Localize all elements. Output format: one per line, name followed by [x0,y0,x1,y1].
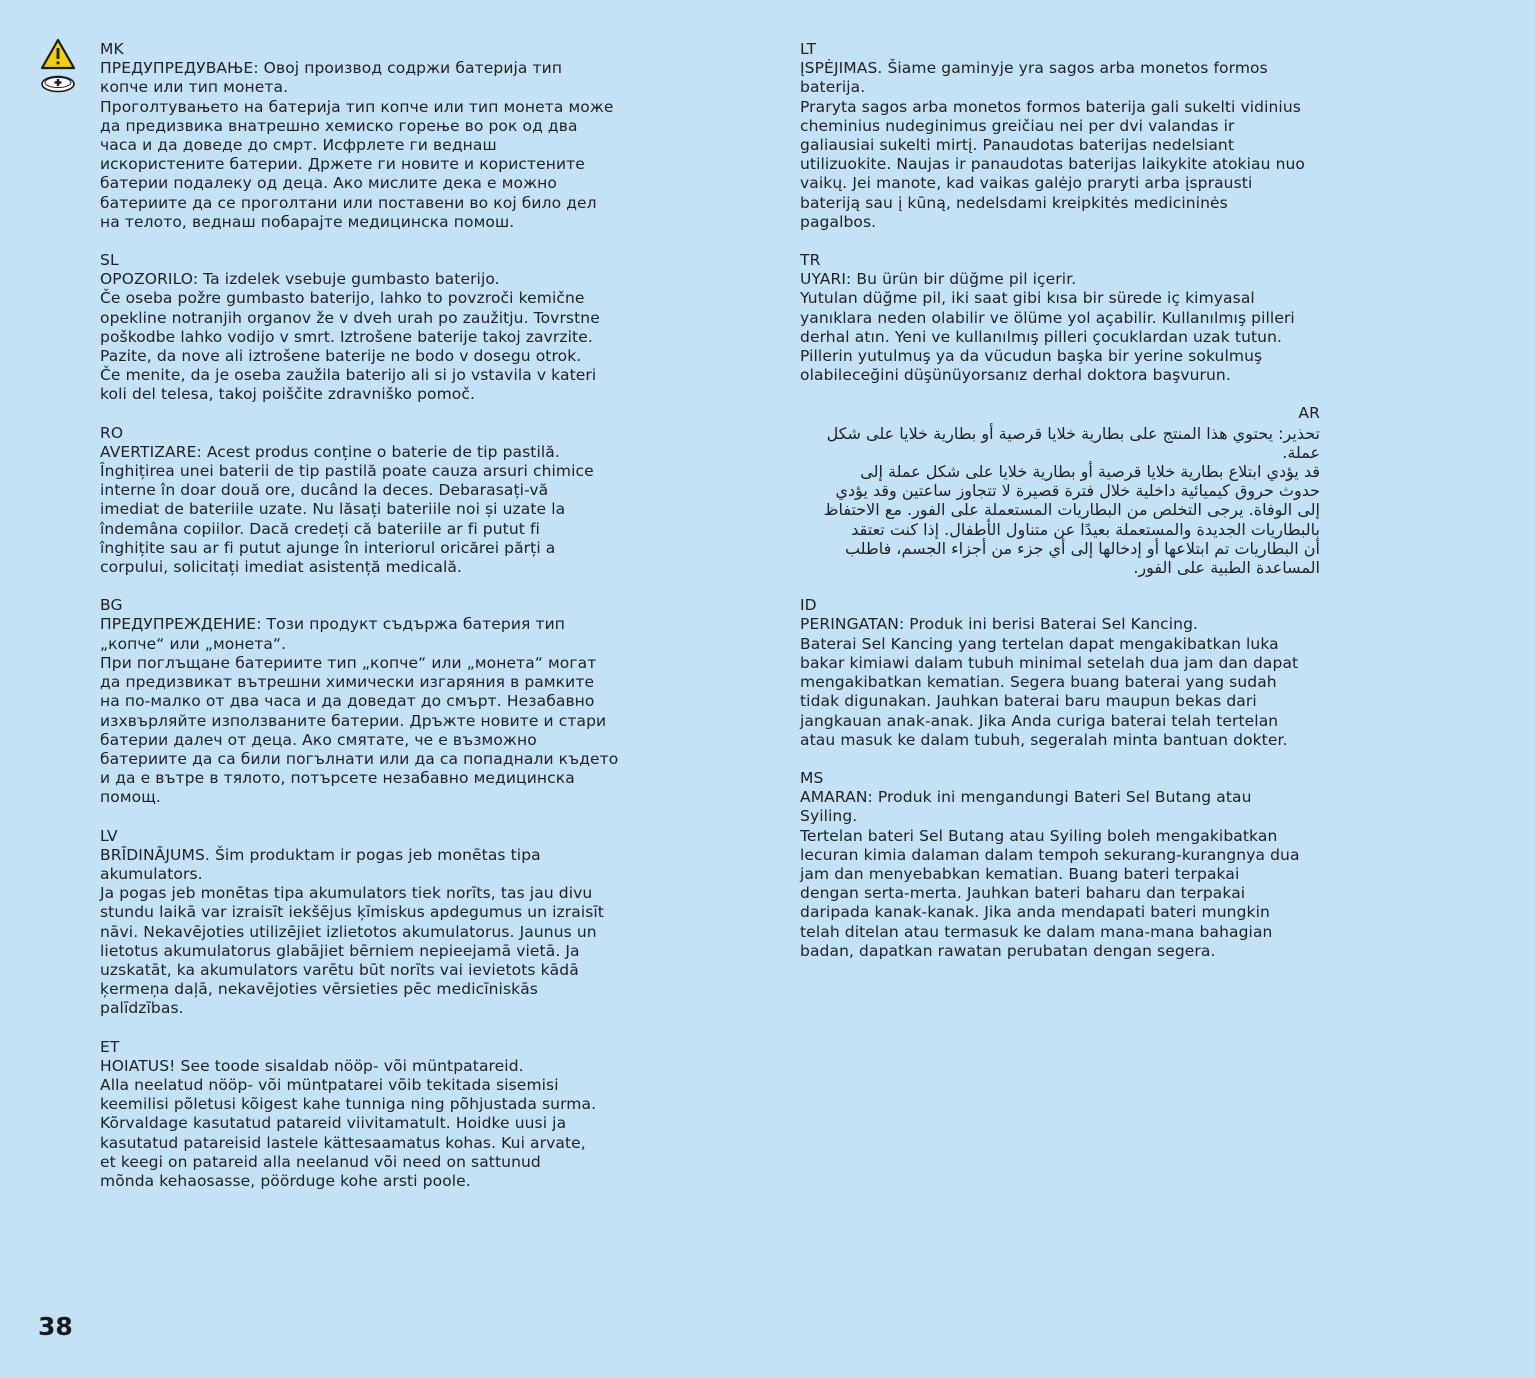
warning-text-line: „копче“ или „монета“. [100,634,287,653]
warning-text-line: cheminius nudeginimus greičiau nei per dvi valandas ir [800,116,1235,135]
warning-text-line: yanıklara neden olabilir ve ölüme yol açabilir. Kullanılmış pilleri [800,308,1295,327]
warning-text-line: Če oseba požre gumbasto baterijo, lahko to povzroči kemične [100,289,585,308]
warning-text-line: Yutulan düğme pil, iki saat gibi kısa bir sürede iç kimyasal [800,289,1255,308]
warning-text-line: HOIATUS! See toode sisaldab nööp- või müntpatareid. [100,1056,524,1075]
warning-section-sl [100,251,620,405]
warning-text-line: baterija. [800,78,866,97]
warning-text-line: При поглъщане батериите тип „копче“ или „монета“ могат [100,653,597,672]
warning-text-line: Tertelan bateri Sel Butang atau Syiling boleh mengakibatkan [800,826,1278,845]
warning-text-line: bateriją sau į kūną, nedelsdami kreipkitės medicininės [800,193,1228,212]
right-column [800,40,1320,980]
warning-text-line: kasutatud patareisid lastele kättesaamatus kohas. Kui arvate, [100,1133,586,1152]
warning-text-line: palīdzības. [100,999,184,1018]
warning-text-line: badan, dapatkan rawatan perubatan dengan segera. [800,941,1216,960]
warning-text-line: BRĪDINĀJUMS. Šim produktam ir pogas jeb monētas tipa [100,845,541,864]
warning-text-line: et keegi on patareid alla neelanud või need on sattunud [100,1152,541,1171]
warning-text-line: mõnda kehaosasse, pöörduge kohe arsti poole. [100,1171,471,1190]
warning-text-line: jangkauan anak-anak. Jika Anda curiga baterai telah tertelan [800,711,1279,730]
warning-text-line: interne în doar două ore, ducând la deces. Debarasați-vă [100,481,549,500]
language-code: LV [100,826,118,845]
warning-text-line: батерии далеч от деца. Ако смятате, че е възможно [100,730,537,749]
warning-text-line: ĮSPĖJIMAS. Šiame gaminyje yra sagos arba monetos formos [800,59,1268,78]
warning-text-line: lietotus akumulatorus glabājiet bērniem nepieejamā vietā. Ja [100,941,580,960]
warning-text-line: Ja pogas jeb monētas tipa akumulators tiek norīts, tas jau divu [100,884,593,903]
warning-text-line: Syiling. [800,807,858,826]
language-code: RO [100,423,124,442]
warning-text-line: батериите да се проголтани или поставени во кој било дел [100,193,597,212]
warning-text-line: Kõrvaldage kasutatud patareid viivitamatult. Hoidke uusi ja [100,1114,567,1133]
language-code: TR [800,251,821,270]
warning-text-line: إلى الوفاة. يرجى التخلص من البطاريات المستعملة على الفور. مع الاحتفاظ [823,500,1320,520]
warning-text-line: قد يؤدي ابتلاع بطارية خلايا قرصية أو بطارية خلايا على شكل عملة إلى [860,462,1320,482]
warning-text-line: îndemâna copiilor. Dacă credeți că bateriile ar fi putut fi [100,519,540,538]
warning-text-line: opekline notranjih organov že v dveh urah po zaužitju. Tovrstne [100,308,600,327]
warning-text-line: изхвърляйте използваните батерии. Дръжте новите и стари [100,711,607,730]
warning-text-line: بالبطاريات الجديدة والمستعملة بعيدًا عن متناول الأطفال. إذا كنت تعتقد [851,519,1320,539]
warning-text-line: Praryta sagos arba monetos formos baterija gali sukelti vidinius [800,97,1301,116]
warning-text-line: daripada kanak-kanak. Jika anda mendapati bateri mungkin [800,903,1270,922]
warning-section-ar [800,404,1320,577]
warning-section-ms [800,769,1320,961]
icon-stack [40,38,78,94]
warning-text-line: батерии подалеку од деца. Ако мислите дека е можно [100,174,557,193]
language-code: LT [800,40,817,58]
warning-text-line: derhal atın. Yeni ve kullanılmış pilleri çocuklardan uzak tutun. [800,327,1283,346]
warning-text-line: galiausiai sukelti mirtį. Panaudotas baterijas nedelsiant [800,136,1235,155]
warning-text-line: да предизвика внатрешно хемиско горење во рок од два [100,116,578,135]
warning-text-line: vaikų. Jei manote, kad vaikas galėjo praryti arba įsprausti [800,174,1253,193]
warning-text-line: المساعدة الطبية على الفور. [1133,558,1320,578]
warning-text-line: AVERTIZARE: Acest produs conține o baterie de tip pastilă. [100,442,560,461]
language-code: MS [800,768,824,787]
warning-text-line: تحذير: يحتوي هذا المنتج على بطارية خلايا قرصية أو بطارية خلايا على شكل [826,423,1320,443]
warning-text-line: pagalbos. [800,212,877,231]
warning-text-line: bakar kimiawi dalam tubuh minimal setelah dua jam dan dapat [800,653,1299,672]
warning-text-line: dengan serta-merta. Jauhkan bateri baharu dan terpakai [800,884,1246,903]
warning-text-line: poškodbe lahko vodijo v smrt. Iztrošene baterije takoj zavrzite. [100,327,593,346]
warning-text-line: Če menite, da je oseba zaužila baterijo ali si jo vstavila v kateri [100,366,597,385]
warning-text-line: عملة. [1282,442,1320,462]
warning-text-line: telah ditelan atau termasuk ke dalam mana-mana bahagian [800,922,1273,941]
warning-text-line: на по-малко от два часа и да доведат до смърт. Незабавно [100,692,595,711]
warning-text-line: nāvi. Nekavējoties utilizējiet izlietotos akumulatorus. Jaunus un [100,922,597,941]
warning-text-line: imediat de bateriile uzate. Nu lăsați bateriile noi și uzate la [100,500,566,519]
warning-text-line: stundu laikā var izraisīt iekšējus ķīmiskus apdegumus un izraisīt [100,903,604,922]
warning-section-bg [100,596,620,807]
warning-text-line: keemilisi põletusi kõigest kahe tunniga ning põhjustada surma. [100,1095,597,1114]
warning-text-line: ПРЕДУПРЕЖДЕНИЕ: Този продукт съдържа батерия тип [100,615,565,634]
language-code: AR [1298,404,1320,423]
language-code: SL [100,251,119,270]
coin-battery-icon [40,74,76,94]
warning-text-line: jam dan menyebabkan kematian. Buang bateri terpakai [800,864,1240,883]
warning-text-line: Проголтувањето на батерија тип копче или тип монета може [100,97,614,116]
warning-text-line: UYARI: Bu ürün bir düğme pil içerir. [800,270,1077,289]
warning-text-line: حدوث حروق كيميائية داخلية خلال فترة قصيرة لا تتجاوز ساعتين وقد يؤدي [835,481,1320,501]
warning-text-line: uzskatāt, ka akumulators varētu būt norīts vai ievietots kādā [100,960,579,979]
warning-text-line: PERINGATAN: Produk ini berisi Baterai Sel Kancing. [800,615,1199,634]
warning-text-line: ķermeņa daļā, nekavējoties vērsieties pēc medicīniskās [100,980,538,999]
warning-text-line: lecuran kimia dalaman dalam tempoh sekurang-kurangnya dua [800,845,1300,864]
warning-text-line: Pazite, da nove ali iztrošene baterije ne bodo v dosegu otrok. [100,347,582,366]
warning-text-line: corpului, solicitați imediat asistență medicală. [100,558,463,577]
warning-section-tr [800,251,1320,385]
warning-triangle-icon [40,38,76,70]
warning-text-line: atau masuk ke dalam tubuh, segeralah minta bantuan dokter. [800,730,1288,749]
warning-text-line: копче или тип монета. [100,78,289,97]
warning-section-lv [100,827,620,1019]
warning-section-lt [800,40,1320,232]
warning-text-line: olabileceğini düşünüyorsanız derhal doktora başvurun. [800,366,1231,385]
warning-section-mk [100,40,620,232]
warning-text-line: mengakibatkan kematian. Segera buang baterai yang sudah [800,673,1277,692]
page-number: 38 [38,1312,73,1341]
warning-text-line: utilizuokite. Naujas ir panaudotas baterijas laikykite atokiau nuo [800,155,1306,174]
warning-text-line: Baterai Sel Kancing yang tertelan dapat mengakibatkan luka [800,634,1279,653]
warning-text-line: да предизвикат вътрешни химически изгаряния в рамките [100,673,595,692]
warning-text-line: помощ. [100,788,161,807]
warning-text-line: батериите да са били погълнати или да са попаднали където [100,749,619,768]
language-code: ET [100,1037,120,1056]
warning-text-line: înghițite sau ar fi putut ajunge în interiorul oricărei părți a [100,538,556,557]
warning-text-line: OPOZORILO: Ta izdelek vsebuje gumbasto baterijo. [100,270,500,289]
warning-text-line: tidak digunakan. Jauhkan baterai baru maupun bekas dari [800,692,1257,711]
warning-section-ro [100,424,620,578]
left-column [100,40,620,1210]
warning-text-line: Alla neelatud nööp- või müntpatarei võib tekitada sisemisi [100,1075,559,1094]
warning-text-line: и да е вътре в тялото, потърсете незабавно медицинска [100,769,575,788]
language-code: ID [800,596,817,615]
warning-text-line: أن البطاريات تم ابتلاعها أو إدخالها إلى أي جزء من أجزاء الجسم، فاطلب [844,538,1320,558]
warning-text-line: Pillerin yutulmuş ya da vücudun başka bir yerine sokulmuş [800,347,1263,366]
warning-text-line: часа и да доведе до смрт. Исфрлете ги веднаш [100,136,497,155]
warning-text-line: искористените батерии. Држете ги новите и користените [100,155,585,174]
warning-text-line: AMARAN: Produk ini mengandungi Bateri Sel Butang atau [800,788,1252,807]
warning-text-line: на телото, веднаш побарајте медицинска помош. [100,212,515,231]
warning-section-id [800,596,1320,750]
warning-text-line: koli del telesa, takoj poiščite zdravniško pomoč. [100,385,476,404]
warning-section-et [100,1038,620,1192]
warning-text-line: ПРЕДУПРЕДУВАЊЕ: Овој производ содржи батерија тип [100,59,563,78]
warning-text-line: Înghițirea unei baterii de tip pastilă poate cauza arsuri chimice [100,462,594,481]
warning-text-line: akumulators. [100,864,203,883]
language-code: MK [100,40,124,58]
language-code: BG [100,596,123,615]
